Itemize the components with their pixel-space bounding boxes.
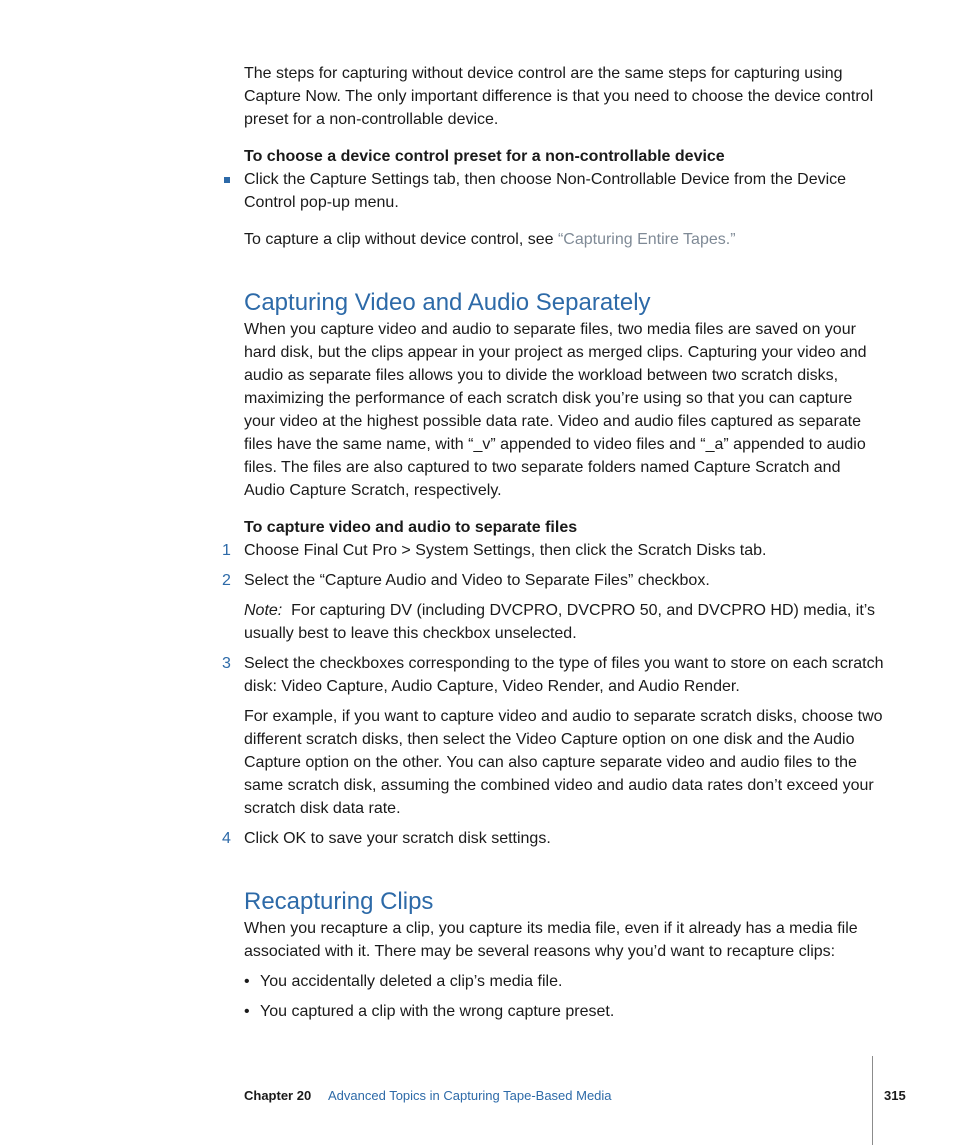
- footer-divider: [872, 1056, 873, 1145]
- section-paragraph-separate: When you capture video and audio to separate files, two media files are saved on your hard disk, but the clips appear in your project as merged clips. Capturing your video and audio as separate files allows you to divide the workload between two scratch disks, maximizing the performance of each scratch disk you’re using so that you can capture your video at the highest possible data rate. Video and audio files captured as separate files have the same name, with “_v” appended to video files and “_a” appended to audio files. The files are also captured to two separate folders named Capture Scratch and Audio Capture Scratch, respectively.: [244, 321, 867, 499]
- footer-chapter-label: Chapter 20: [244, 1088, 312, 1103]
- note-paragraph: [244, 599, 884, 645]
- footer-chapter-title: Advanced Topics in Capturing Tape-Based Media: [328, 1088, 612, 1103]
- section-title-separate: Capturing Video and Audio Separately: [244, 289, 651, 316]
- step-text-3: Select the checkboxes corresponding to the type of files you want to store on each scratch disk: Video Capture, Audio Capture, Video Render, and Audio Render.: [244, 655, 884, 695]
- task-heading-separate: To capture video and audio to separate files: [244, 519, 578, 536]
- step-text-2: Select the “Capture Audio and Video to Separate Files” checkbox.: [244, 572, 710, 589]
- task-heading-noncontrollable: To choose a device control preset for a non-controllable device: [244, 148, 725, 165]
- example-paragraph: For example, if you want to capture video and audio to separate scratch disks, choose two different scratch disks, then select the Video Capture option on one disk and the Audio Capture option on the other. You can also capture separate video and audio files to the same scratch disk, assuming the combined video and audio data rates don’t exceed your scratch disk data rate.: [244, 708, 883, 817]
- link-capturing-entire-tapes[interactable]: “Capturing Entire Tapes.”: [557, 231, 736, 248]
- step-number-3: 3: [222, 655, 231, 672]
- bullet-text-2: You captured a clip with the wrong capture preset.: [260, 1003, 615, 1020]
- page-number: 315: [884, 1088, 906, 1103]
- section-paragraph-recapture: When you recapture a clip, you capture its media file, even if it already has a media file associated with it. There may be several reasons why you’d want to recapture clips:: [244, 920, 858, 960]
- see-also-line: [244, 228, 884, 251]
- see-also-prefix: To capture a clip without device control, see: [244, 231, 558, 248]
- intro-paragraph: The steps for capturing without device control are the same steps for capturing using Capture Now. The only important difference is that you need to choose the device control preset for a non-controllable device.: [244, 65, 874, 128]
- step-number-4: 4: [222, 830, 231, 847]
- note-text: For capturing DV (including DVCPRO, DVCPRO 50, and DVCPRO HD) media, it’s usually best to leave this checkbox unselected.: [244, 602, 876, 642]
- step-number-1: 1: [222, 542, 231, 559]
- bullet-dot-2: •: [244, 1003, 250, 1020]
- bullet-dot-1: •: [244, 973, 250, 990]
- note-label: Note:: [244, 602, 283, 619]
- task-step-noncontrollable: Click the Capture Settings tab, then choose Non-Controllable Device from the Device Control pop-up menu.: [244, 171, 847, 211]
- step-number-2: 2: [222, 572, 231, 589]
- step-text-4: Click OK to save your scratch disk settings.: [244, 830, 551, 847]
- section-title-recapture: Recapturing Clips: [244, 888, 434, 915]
- step-text-1: Choose Final Cut Pro > System Settings, then click the Scratch Disks tab.: [244, 542, 767, 559]
- bullet-text-1: You accidentally deleted a clip’s media file.: [260, 973, 563, 990]
- square-bullet-icon: [224, 177, 230, 183]
